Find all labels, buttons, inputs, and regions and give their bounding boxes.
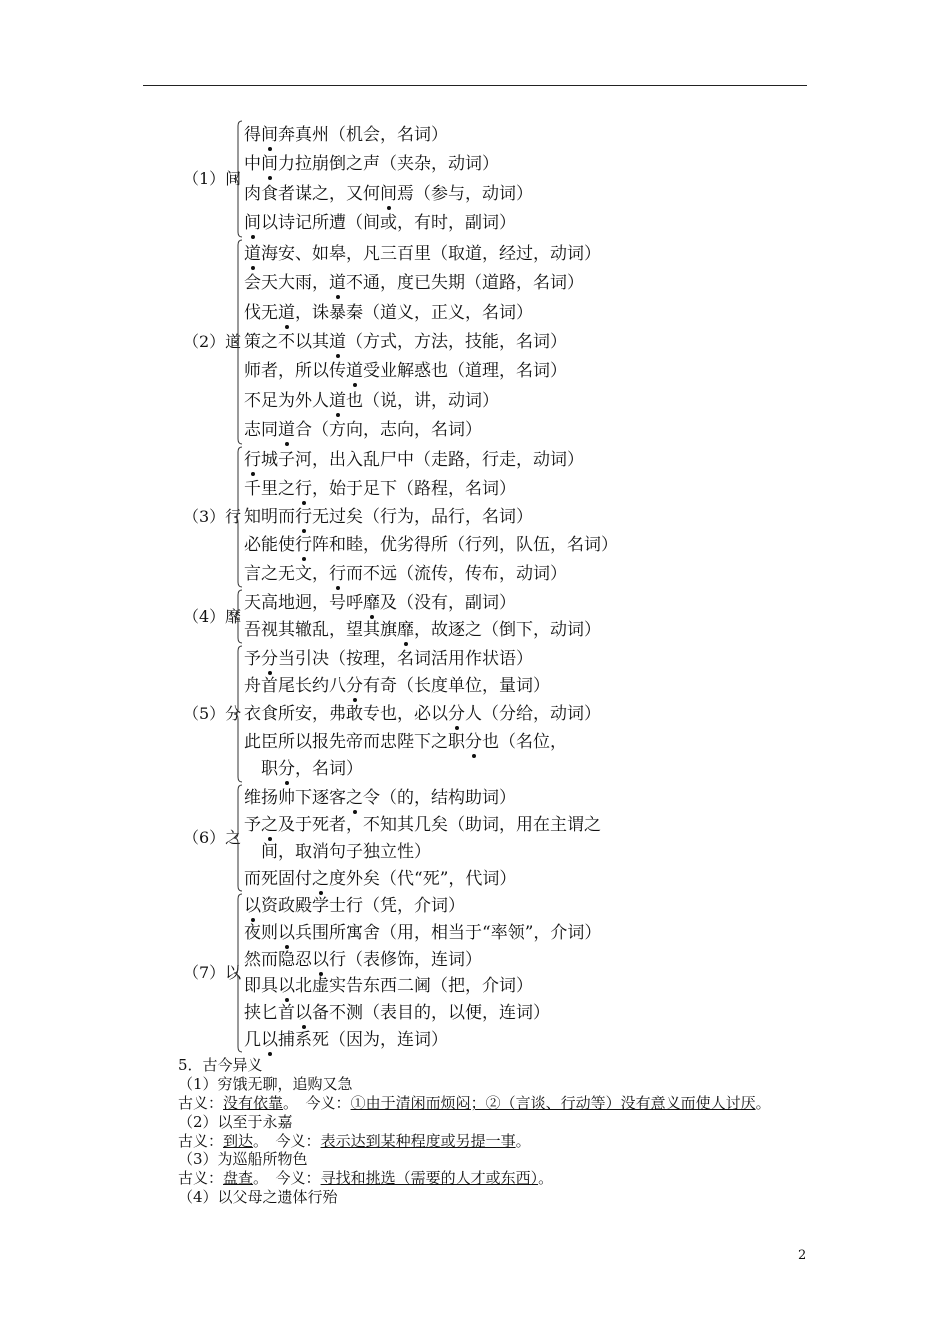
example-line: 言之无文，行而不远（流传，传布，动词） — [244, 563, 567, 584]
emphasis-mark: 以 — [295, 1003, 312, 1023]
example-line: 即具以北虚实告东西二阃（把，介词） — [244, 976, 533, 997]
item-2-phrase: （2）以至于永嘉 — [178, 1113, 293, 1131]
example-line: 间以诗记所遭（间或，有时，副词） — [244, 213, 516, 234]
example-line: 策之不以其道（方式，方法，技能，名词） — [244, 332, 567, 352]
word-label: （3）行 — [183, 507, 242, 526]
example-line: 天高地迥，号呼靡及（没有，副词） — [244, 592, 516, 613]
item-3-phrase: （3）为巡船所物色 — [178, 1150, 308, 1168]
emphasis-mark: 行 — [295, 478, 312, 499]
example-line: 间，取消句子独立性） — [244, 841, 431, 862]
example-line: 千里之行，始于足下（路程，名词） — [244, 478, 516, 499]
example-line: 师者，所以传道受业解惑也（道理，名词） — [244, 361, 567, 382]
item-1-phrase: （1）穷饿无聊，追购又急 — [178, 1075, 353, 1093]
emphasis-mark: 间 — [261, 124, 278, 145]
emphasis-mark: 行 — [295, 535, 312, 556]
emphasis-mark: 间 — [244, 213, 261, 234]
example-line: 衣食所安，弗敢专也，必以分人（分给，动词） — [244, 704, 601, 724]
emphasis-mark: 行 — [244, 450, 261, 471]
emphasis-mark: 以 — [261, 1029, 278, 1050]
word-label: （1）间 — [183, 169, 242, 188]
example-line: 得间奔真州（机会，名词） — [244, 124, 448, 145]
word-label: （7）以 — [183, 963, 242, 982]
example-line: 以资政殿学士行（凭，介词） — [244, 896, 465, 917]
emphasis-mark: 道 — [346, 361, 363, 382]
emphasis-mark: 靡 — [397, 620, 414, 641]
item-3-meaning: 古义：盘查。 今义：寻找和挑选（需要的人才或东西）。 — [178, 1169, 554, 1187]
emphasis-mark: 之 — [312, 868, 329, 889]
emphasis-mark: 以 — [312, 949, 329, 970]
emphasis-mark: 道 — [278, 302, 295, 323]
word-label: （5）分 — [183, 704, 242, 723]
example-line: 而死固付之度外矣（代“死”，代词） — [244, 868, 517, 889]
word-label: （2）道 — [183, 332, 242, 351]
example-line: 行城子河，出入乱尸中（走路，行走，动词） — [244, 450, 584, 471]
emphasis-mark: 道 — [329, 332, 346, 352]
item-1-meaning: 古义：没有依靠。 今义：①由于清闲而烦闷；②（言谈、行动等）没有意义而使人讨厌。 — [178, 1094, 771, 1112]
emphasis-mark: 分 — [346, 676, 363, 697]
example-line: 予分当引决（按理，名词活用作状语） — [244, 648, 533, 669]
header-rule — [143, 85, 807, 86]
example-line: 职分，名词） — [244, 759, 363, 780]
example-line: 肉食者谋之，又何间焉（参与，动词） — [244, 183, 533, 204]
emphasis-mark: 之 — [346, 787, 363, 808]
emphasis-mark: 之 — [261, 814, 278, 835]
example-line: 几以捕系死（因为，连词） — [244, 1029, 448, 1050]
example-line: 予之及于死者，不知其几矣（助词，用在主谓之 — [244, 814, 601, 835]
example-line: 必能使行阵和睦，优劣得所（行列，队伍，名词） — [244, 535, 618, 556]
example-line: 中间力拉崩倒之声（夹杂，动词） — [244, 154, 499, 175]
emphasis-mark: 分 — [261, 648, 278, 669]
emphasis-mark: 道 — [329, 273, 346, 294]
example-line: 不足为外人道也（说，讲，动词） — [244, 390, 499, 411]
emphasis-mark: 分 — [448, 704, 465, 724]
emphasis-mark: 道 — [244, 243, 261, 264]
example-line: 道海安、如皋，凡三百里（取道，经过，动词） — [244, 243, 601, 264]
emphasis-mark: 分 — [465, 731, 482, 752]
brace-icon — [233, 589, 243, 644]
brace-icon — [233, 645, 243, 783]
example-line: 夜则以兵围所寓舍（用，相当于“率领”，介词） — [244, 923, 602, 943]
emphasis-mark: 行 — [295, 507, 312, 527]
section-heading: 5．古今异义 — [178, 1056, 263, 1074]
example-line: 伐无道，诛暴秦（道义，正义，名词） — [244, 302, 533, 323]
emphasis-mark: 道 — [278, 420, 295, 441]
brace-icon — [233, 784, 243, 892]
word-label: （4）靡 — [183, 606, 242, 626]
example-line: 会天大雨，道不通，度已失期（道路，名词） — [244, 273, 584, 294]
emphasis-mark: 间 — [380, 183, 397, 204]
emphasis-mark: 靡 — [363, 592, 380, 613]
emphasis-mark: 以 — [278, 923, 295, 943]
emphasis-mark: 道 — [329, 390, 346, 411]
emphasis-mark: 以 — [278, 976, 295, 997]
brace-icon — [233, 446, 243, 588]
example-line: 维扬帅下逐客之令（的，结构助词） — [244, 787, 516, 808]
example-line: 此臣所以报先帝而忠陛下之职分也（名位， — [244, 731, 567, 752]
example-line: 舟首尾长约八分有奇（长度单位，量词） — [244, 676, 550, 697]
brace-icon — [233, 239, 243, 445]
emphasis-mark: 分 — [278, 759, 295, 780]
example-line: 吾视其辙乱，望其旗靡，故逐之（倒下，动词） — [244, 620, 601, 641]
item-4-phrase: （4）以父母之遗体行殆 — [178, 1188, 338, 1206]
emphasis-mark: 以 — [244, 896, 261, 917]
item-2-meaning: 古义：到达。 今义：表示达到某种程度或另提一事。 — [178, 1132, 531, 1150]
emphasis-mark: 间 — [261, 154, 278, 175]
emphasis-mark: 行 — [329, 563, 346, 584]
example-line: 然而隐忍以行（表修饰，连词） — [244, 949, 482, 970]
example-line: 志同道合（方向，志向，名词） — [244, 420, 482, 441]
example-line: 挟匕首以备不测（表目的，以便，连词） — [244, 1003, 550, 1023]
word-label: （6）之 — [183, 828, 242, 847]
page-number: 2 — [798, 1248, 807, 1263]
brace-icon — [233, 893, 243, 1053]
brace-icon — [233, 120, 243, 238]
example-line: 知明而行无过矣（行为，品行，名词） — [244, 507, 533, 527]
